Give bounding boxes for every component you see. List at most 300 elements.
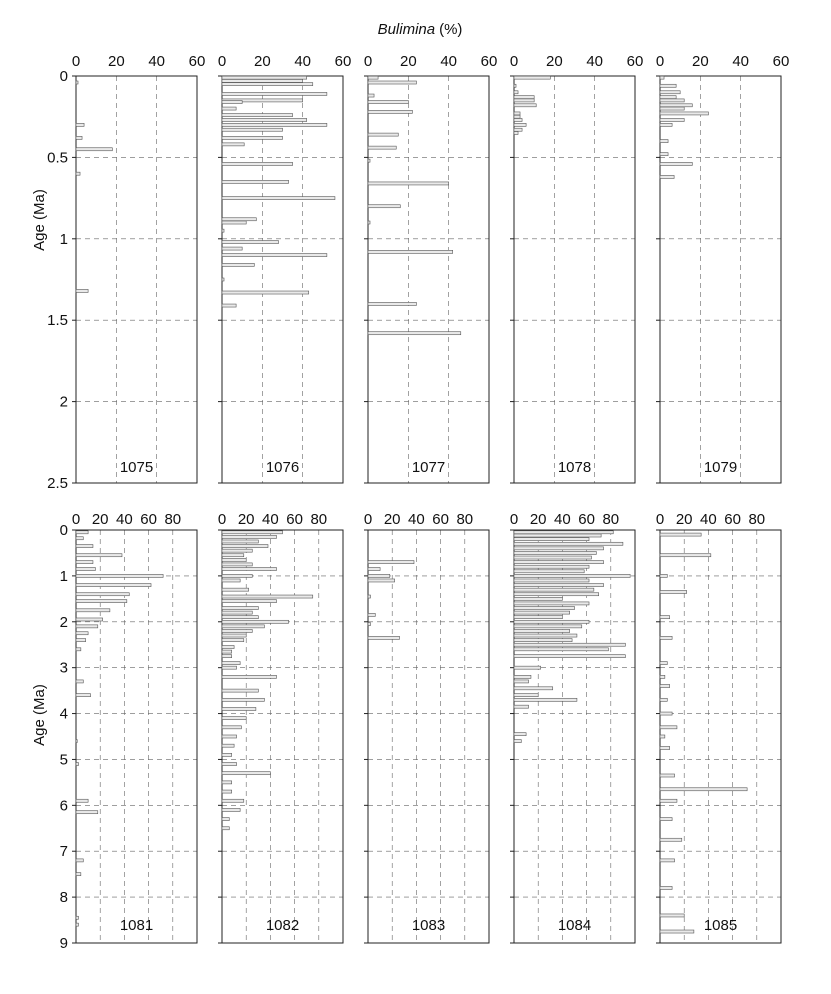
panel-1085 <box>656 511 781 943</box>
bar-1082-8 <box>222 568 276 571</box>
x-tick-label: 20 <box>91 511 109 528</box>
bar-1076-9 <box>222 123 327 126</box>
y-tick-label: 2 <box>59 613 68 631</box>
bar-1085-18 <box>660 838 682 841</box>
x-tick-label: 60 <box>578 511 595 528</box>
bar-1076-11 <box>222 136 283 139</box>
bar-1081-7 <box>76 584 151 587</box>
bar-1076-7 <box>222 114 293 117</box>
bar-1082-11 <box>222 588 249 591</box>
bar-1084-16 <box>514 602 589 605</box>
bar-1085-16 <box>660 799 677 802</box>
panel-frame <box>368 76 489 483</box>
x-tick-label: 40 <box>440 53 458 70</box>
bar-1079-5 <box>660 104 692 107</box>
y-tick-label: 6 <box>59 797 68 815</box>
bar-1082-36 <box>222 763 237 766</box>
bar-1079-12 <box>660 162 692 165</box>
y-tick-label: 1.5 <box>47 312 68 330</box>
y-tick-label: 9 <box>59 935 68 952</box>
x-tick-label: 0 <box>217 53 227 70</box>
bar-1082-7 <box>222 563 252 566</box>
y-tick-label: 7 <box>59 843 68 861</box>
bar-1075-2 <box>76 136 82 139</box>
x-tick-label: 40 <box>294 53 312 70</box>
bar-1085-2 <box>660 574 667 577</box>
y-axis-label-bottom: Age (Ma) <box>31 684 48 746</box>
site-label-1081: 1081 <box>119 917 154 934</box>
x-tick-label: 20 <box>399 53 417 70</box>
x-tick-label: 40 <box>586 53 604 70</box>
bar-1079-2 <box>660 91 680 94</box>
x-tick-label: 0 <box>363 511 373 528</box>
bar-1082-16 <box>222 616 258 619</box>
y-tick-label: 8 <box>59 889 68 907</box>
bar-1085-15 <box>660 788 747 791</box>
bar-1082-39 <box>222 790 232 793</box>
panel-frame <box>514 530 635 943</box>
x-tick-label: 60 <box>772 53 790 70</box>
panel-frame <box>368 530 489 943</box>
bar-1084-6 <box>514 556 591 559</box>
bar-1081-9 <box>76 600 127 603</box>
bar-1084-28 <box>514 666 541 669</box>
site-label-1078: 1078 <box>557 459 592 476</box>
bar-1079-11 <box>660 153 668 156</box>
bar-1083-5 <box>368 613 375 616</box>
bar-1082-40 <box>222 799 244 802</box>
bar-1084-18 <box>514 611 570 614</box>
bar-1076-8 <box>222 118 307 121</box>
bar-1079-4 <box>660 99 684 102</box>
bar-1076-3 <box>222 92 327 95</box>
bar-1082-5 <box>222 554 244 557</box>
bar-1081-4 <box>76 561 93 564</box>
bar-1082-21 <box>222 639 244 642</box>
bar-1081-19 <box>76 763 78 766</box>
bar-1084-10 <box>514 574 630 577</box>
bar-1084-34 <box>514 705 529 708</box>
bar-1082-32 <box>222 726 241 729</box>
x-tick-label: 20 <box>545 53 563 70</box>
bar-1075-4 <box>76 172 80 175</box>
bar-1076-22 <box>222 263 254 266</box>
bar-1076-1 <box>222 79 303 82</box>
x-tick-label: 20 <box>253 53 271 70</box>
bar-1085-12 <box>660 735 665 738</box>
y-tick-label: 0 <box>59 68 68 85</box>
x-tick-label: 60 <box>188 53 206 70</box>
x-tick-label: 40 <box>732 53 750 70</box>
bar-1083-1 <box>368 568 380 571</box>
bar-1077-5 <box>368 133 398 136</box>
x-tick-label: 0 <box>71 53 81 70</box>
bar-1084-7 <box>514 561 604 564</box>
bar-1082-10 <box>222 579 240 582</box>
bar-1076-14 <box>222 180 289 183</box>
bar-1084-30 <box>514 680 529 683</box>
bar-1076-15 <box>222 197 335 200</box>
bar-1085-21 <box>660 914 684 917</box>
bar-1084-17 <box>514 607 575 610</box>
bar-1082-9 <box>222 574 252 577</box>
bar-1082-26 <box>222 666 237 669</box>
bar-1077-0 <box>368 76 378 79</box>
bar-1082-4 <box>222 549 252 552</box>
site-label-1085: 1085 <box>703 917 738 934</box>
bar-1083-7 <box>368 636 399 639</box>
bar-1081-17 <box>76 694 91 697</box>
bar-1084-15 <box>514 597 562 600</box>
bar-1085-1 <box>660 554 711 557</box>
panel-1082 <box>218 511 343 943</box>
bar-1084-11 <box>514 579 589 582</box>
site-label-1075: 1075 <box>119 459 154 476</box>
bar-1083-6 <box>368 623 370 626</box>
bar-1076-6 <box>222 107 236 110</box>
bar-1082-25 <box>222 662 240 665</box>
bar-1078-9 <box>514 123 526 126</box>
bar-1082-3 <box>222 545 268 548</box>
x-tick-label: 60 <box>432 511 449 528</box>
bar-1076-2 <box>222 83 313 86</box>
bar-1084-35 <box>514 733 526 736</box>
bar-1077-8 <box>368 182 449 185</box>
site-label-1077: 1077 <box>411 459 446 476</box>
bar-1084-32 <box>514 694 538 697</box>
bar-1082-37 <box>222 772 270 775</box>
bar-1082-14 <box>222 607 258 610</box>
bar-1076-20 <box>222 247 242 250</box>
x-tick-label: 40 <box>554 511 571 528</box>
bar-1075-0 <box>76 81 78 84</box>
bar-1083-0 <box>368 561 414 564</box>
bar-1084-33 <box>514 698 577 701</box>
bar-1076-19 <box>222 241 278 244</box>
bar-1077-10 <box>368 221 370 224</box>
bar-1081-6 <box>76 574 163 577</box>
bar-1082-35 <box>222 753 232 756</box>
x-tick-label: 60 <box>334 53 352 70</box>
x-tick-label: 60 <box>480 53 498 70</box>
x-tick-label: 40 <box>262 511 279 528</box>
bar-1082-28 <box>222 689 258 692</box>
bar-1076-25 <box>222 304 236 307</box>
y-tick-label: 1 <box>59 567 68 585</box>
bar-1077-3 <box>368 101 408 104</box>
bar-1082-22 <box>222 646 234 649</box>
bar-1078-10 <box>514 128 522 131</box>
y-tick-label: 1 <box>59 230 68 248</box>
bar-1082-18 <box>222 625 264 628</box>
bar-1084-19 <box>514 616 562 619</box>
x-tick-label: 0 <box>509 511 519 528</box>
bar-1082-19 <box>222 629 252 632</box>
bar-1081-14 <box>76 639 86 642</box>
bar-1083-3 <box>368 579 395 582</box>
x-tick-label: 20 <box>529 511 547 528</box>
bar-1076-5 <box>222 101 242 104</box>
bar-1082-29 <box>222 698 264 701</box>
x-tick-label: 80 <box>748 511 766 528</box>
x-tick-label: 40 <box>116 511 133 528</box>
bar-1081-2 <box>76 545 93 548</box>
bar-1076-24 <box>222 291 309 294</box>
bar-1079-3 <box>660 96 676 99</box>
bar-1083-2 <box>368 574 390 577</box>
x-tick-label: 40 <box>700 511 717 528</box>
bar-1084-20 <box>514 620 589 623</box>
x-tick-label: 60 <box>140 511 157 528</box>
y-tick-label: 0.5 <box>47 149 68 167</box>
bar-1085-22 <box>660 930 694 933</box>
bar-1084-8 <box>514 565 589 568</box>
bar-1083-4 <box>368 595 370 598</box>
x-tick-label: 80 <box>456 511 474 528</box>
bar-1076-17 <box>222 221 246 224</box>
bar-1082-17 <box>222 620 289 623</box>
site-label-1083: 1083 <box>411 917 446 934</box>
bar-1077-12 <box>368 302 416 305</box>
x-tick-label: 20 <box>237 511 255 528</box>
bar-1082-23 <box>222 650 232 653</box>
bar-1076-0 <box>222 76 307 79</box>
bar-1081-22 <box>76 859 83 862</box>
bar-1082-30 <box>222 707 256 710</box>
y-tick-label: 3 <box>59 659 68 677</box>
bar-1084-1 <box>514 534 601 537</box>
bar-1084-26 <box>514 648 608 651</box>
bar-1076-12 <box>222 143 244 146</box>
bar-1079-7 <box>660 112 708 115</box>
bar-1078-2 <box>514 91 518 94</box>
x-tick-label: 20 <box>383 511 401 528</box>
figure-title-genus: Bulimina <box>377 21 436 38</box>
bar-1082-42 <box>222 818 229 821</box>
bar-1082-2 <box>222 540 258 543</box>
bar-1082-13 <box>222 600 276 603</box>
panel-1084 <box>510 511 635 943</box>
bar-1077-1 <box>368 81 416 84</box>
x-tick-label: 20 <box>107 53 125 70</box>
bar-1085-9 <box>660 698 667 701</box>
bar-1077-7 <box>368 159 370 162</box>
bar-1085-8 <box>660 685 670 688</box>
panel-frame <box>222 530 343 943</box>
x-tick-label: 80 <box>602 511 620 528</box>
site-label-1082: 1082 <box>265 917 300 934</box>
panel-1075 <box>47 53 205 492</box>
bar-1081-21 <box>76 811 98 814</box>
panel-frame <box>660 76 781 483</box>
bar-1081-3 <box>76 554 122 557</box>
panel-1078 <box>510 53 644 483</box>
bar-1079-9 <box>660 123 672 126</box>
figure-title <box>378 21 463 38</box>
x-tick-label: 40 <box>148 53 166 70</box>
panel-1076 <box>218 53 352 483</box>
bar-1085-3 <box>660 590 687 593</box>
bar-1084-22 <box>514 629 570 632</box>
panel-1081 <box>60 511 197 952</box>
site-label-1084: 1084 <box>557 917 592 934</box>
bar-1081-15 <box>76 648 81 651</box>
x-tick-label: 0 <box>655 511 665 528</box>
x-tick-label: 0 <box>217 511 227 528</box>
bar-1081-16 <box>76 680 83 683</box>
x-tick-label: 60 <box>626 53 644 70</box>
bar-1084-29 <box>514 675 531 678</box>
bar-1081-20 <box>76 799 88 802</box>
x-tick-label: 80 <box>310 511 328 528</box>
panel-frame <box>76 76 197 483</box>
bar-1079-13 <box>660 175 674 178</box>
site-label-1076: 1076 <box>265 459 300 476</box>
x-tick-label: 0 <box>509 53 519 70</box>
bar-1082-12 <box>222 595 313 598</box>
bar-1085-7 <box>660 675 665 678</box>
x-tick-label: 0 <box>363 53 373 70</box>
bar-1075-3 <box>76 148 112 151</box>
bar-1084-36 <box>514 740 521 743</box>
bar-1082-31 <box>222 717 246 720</box>
x-tick-label: 0 <box>71 511 81 528</box>
bar-1085-0 <box>660 533 701 536</box>
bar-1084-4 <box>514 547 604 550</box>
bar-1082-27 <box>222 675 276 678</box>
x-tick-label: 40 <box>408 511 425 528</box>
bar-1078-6 <box>514 112 520 115</box>
bar-1082-38 <box>222 781 232 784</box>
panel-1083 <box>364 511 489 943</box>
bar-1085-5 <box>660 636 672 639</box>
bar-1085-11 <box>660 726 677 729</box>
bar-1075-1 <box>76 123 84 126</box>
bar-1085-13 <box>660 746 670 749</box>
x-tick-label: 60 <box>286 511 303 528</box>
bar-1085-4 <box>660 616 670 619</box>
bar-1076-10 <box>222 128 283 131</box>
bar-1076-18 <box>222 229 224 232</box>
bar-1081-1 <box>76 537 83 540</box>
bar-1078-4 <box>514 99 534 102</box>
bar-1084-9 <box>514 570 584 573</box>
bar-1077-9 <box>368 205 400 208</box>
bar-1081-0 <box>76 531 88 534</box>
bar-1076-13 <box>222 162 293 165</box>
bar-1082-34 <box>222 744 234 747</box>
bar-1078-8 <box>514 118 522 121</box>
bar-1085-17 <box>660 818 672 821</box>
panel-1079 <box>656 53 790 483</box>
bar-1079-0 <box>660 76 664 79</box>
bar-1084-25 <box>514 643 625 646</box>
bar-1084-13 <box>514 588 594 591</box>
bar-1081-10 <box>76 609 110 612</box>
bar-1085-10 <box>660 712 672 715</box>
bar-1082-20 <box>222 634 246 637</box>
bar-1081-12 <box>76 625 98 628</box>
bar-1081-18 <box>76 740 77 743</box>
bar-1077-11 <box>368 250 453 253</box>
bar-1078-11 <box>514 131 518 134</box>
bar-1076-21 <box>222 254 327 257</box>
bar-1084-23 <box>514 634 577 637</box>
bar-1077-4 <box>368 110 412 113</box>
bar-1079-6 <box>660 107 684 110</box>
bar-1084-3 <box>514 542 623 545</box>
bar-1081-23 <box>76 873 81 876</box>
bar-1081-11 <box>76 618 103 621</box>
bar-1084-14 <box>514 593 599 596</box>
bar-1085-14 <box>660 774 675 777</box>
bar-1082-33 <box>222 735 237 738</box>
panel-frame <box>76 530 197 943</box>
bar-1085-6 <box>660 662 667 665</box>
bar-1084-27 <box>514 655 625 658</box>
bar-1077-13 <box>368 332 461 335</box>
y-tick-label: 4 <box>59 705 68 723</box>
bar-1084-2 <box>514 538 589 541</box>
panel-1077 <box>364 53 498 483</box>
bar-1082-0 <box>222 531 283 534</box>
bar-1084-21 <box>514 625 582 628</box>
bar-1076-23 <box>222 278 224 281</box>
y-axis-label-top: Age (Ma) <box>31 189 48 251</box>
bar-1078-0 <box>514 76 550 79</box>
bar-1078-5 <box>514 104 536 107</box>
bar-1082-24 <box>222 655 232 658</box>
bar-1082-43 <box>222 827 229 830</box>
bar-1079-1 <box>660 84 676 87</box>
y-tick-label: 2 <box>59 393 68 411</box>
bar-1084-24 <box>514 639 572 642</box>
x-tick-label: 60 <box>724 511 741 528</box>
bar-1078-3 <box>514 96 534 99</box>
bar-1078-7 <box>514 115 520 118</box>
panel-frame <box>514 76 635 483</box>
bar-1085-19 <box>660 859 675 862</box>
y-tick-label: 2.5 <box>47 475 68 492</box>
bar-1081-5 <box>76 568 95 571</box>
bar-1081-25 <box>76 923 78 926</box>
figure-title-unit: (%) <box>439 21 463 38</box>
bar-1081-24 <box>76 916 78 919</box>
bar-1075-5 <box>76 289 88 292</box>
bar-1084-0 <box>514 531 613 534</box>
bar-1082-15 <box>222 611 252 614</box>
y-tick-label: 5 <box>59 751 68 769</box>
x-tick-label: 80 <box>164 511 182 528</box>
y-tick-label: 0 <box>59 522 68 539</box>
site-label-1079: 1079 <box>703 459 738 476</box>
bar-1077-2 <box>368 94 374 97</box>
bar-1081-8 <box>76 593 129 596</box>
bar-1082-41 <box>222 808 240 811</box>
x-tick-label: 0 <box>655 53 665 70</box>
bar-1084-31 <box>514 687 553 690</box>
bar-1077-6 <box>368 146 396 149</box>
bar-1078-1 <box>514 84 516 87</box>
bar-1079-10 <box>660 140 668 143</box>
bar-1082-6 <box>222 558 246 561</box>
x-tick-label: 20 <box>675 511 693 528</box>
x-tick-label: 20 <box>691 53 709 70</box>
bar-1084-5 <box>514 551 596 554</box>
bar-1082-1 <box>222 535 276 538</box>
bar-1079-8 <box>660 118 684 121</box>
bar-1081-13 <box>76 632 88 635</box>
